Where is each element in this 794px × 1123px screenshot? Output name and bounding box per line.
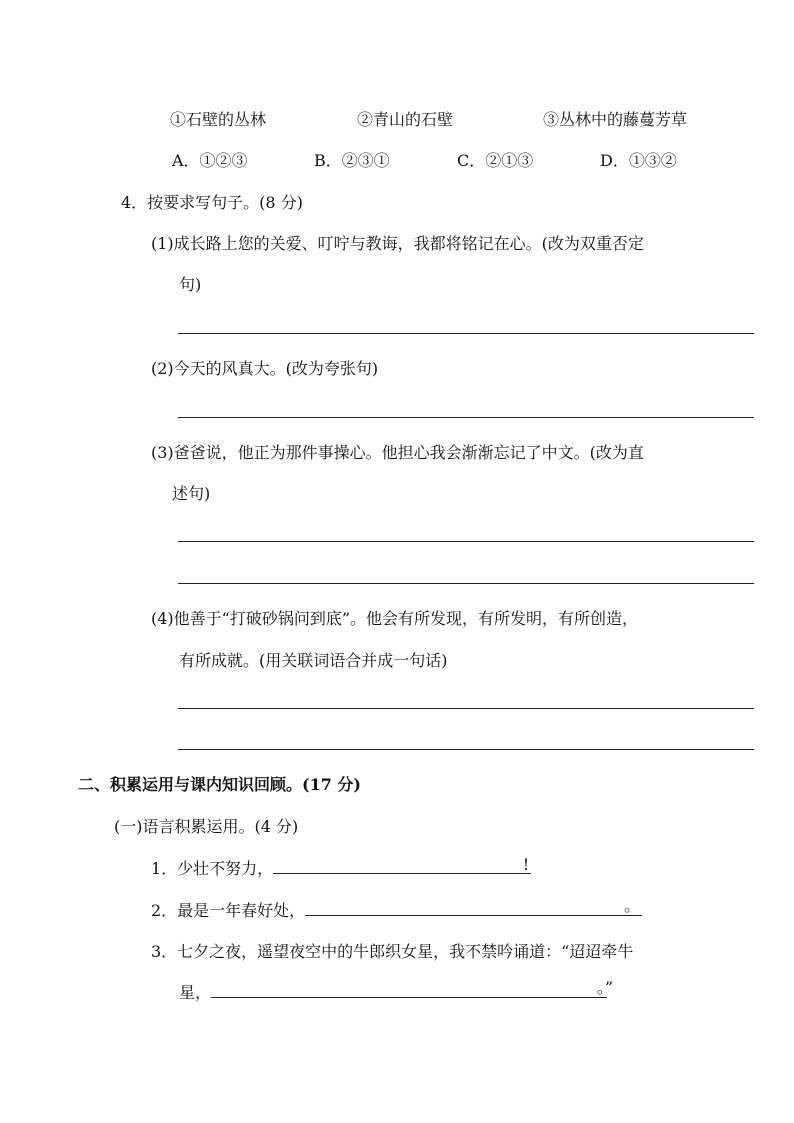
- q3-option-c: C．②①③: [457, 151, 534, 170]
- fill-1-end: !: [522, 855, 530, 874]
- q4-s3-line2: 述句): [172, 484, 211, 503]
- fill-3-end: 。”: [596, 978, 614, 997]
- q4-s2-answer-line[interactable]: [178, 417, 754, 418]
- fill-3-label: 星，: [179, 983, 212, 1002]
- q4-s3-answer-line-1[interactable]: [178, 541, 754, 542]
- q4-s4-answer-line-1[interactable]: [178, 708, 754, 709]
- fill-1-blank[interactable]: [273, 855, 531, 874]
- q4-title: 4．按要求写句子。(8 分): [121, 193, 303, 212]
- q4-s3-line1: (3)爸爸说，他正为那件事操心。他担心我会渐渐忘记了中文。(改为直: [151, 443, 644, 462]
- section2-subtitle: (一)语言积累运用。(4 分): [114, 817, 299, 836]
- fill-3-line1: 3．七夕之夜，遥望夜空中的牛郎织女星，我不禁吟诵道：“迢迢牵牛: [151, 942, 634, 961]
- fill-2: [151, 898, 642, 921]
- q4-s1-line2: 句): [179, 275, 202, 294]
- q4-s1-line1: (1)成长路上您的关爱、叮咛与教诲，我都将铭记在心。(改为双重否定: [151, 234, 644, 253]
- q3-item-3: ③丛林中的藤蔓芳草: [543, 110, 688, 129]
- q4-s4-answer-line-2[interactable]: [178, 749, 754, 750]
- q4-s2-line1: (2)今天的风真大。(改为夸张句): [151, 359, 379, 378]
- fill-2-end: 。: [624, 896, 641, 915]
- fill-2-blank[interactable]: [305, 896, 642, 916]
- q3-item-2: ②青山的石壁: [357, 110, 454, 129]
- fill-1-label: 1．少壮不努力，: [151, 859, 274, 878]
- q4-s4-line2: 有所成就。(用关联词语合并成一句话): [179, 651, 448, 670]
- q4-s1-answer-line[interactable]: [178, 333, 754, 334]
- q3-option-b: B．②③①: [314, 151, 390, 170]
- q3-option-a: A．①②③: [172, 151, 248, 170]
- q4-s3-answer-line-2[interactable]: [178, 583, 754, 584]
- fill-1: [151, 856, 531, 879]
- section2-title: 二、积累运用与课内知识回顾。(17 分): [78, 775, 361, 794]
- q3-item-1: ①石壁的丛林: [170, 110, 267, 129]
- fill-3-blank[interactable]: [211, 978, 614, 998]
- q4-s4-line1: (4)他善于“打破砂锅问到底”。他会有所发现，有所发明，有所创造，: [151, 609, 639, 628]
- fill-2-label: 2．最是一年春好处，: [151, 901, 306, 920]
- fill-3-line2: [179, 978, 614, 1003]
- q3-option-d: D．①③②: [600, 151, 677, 170]
